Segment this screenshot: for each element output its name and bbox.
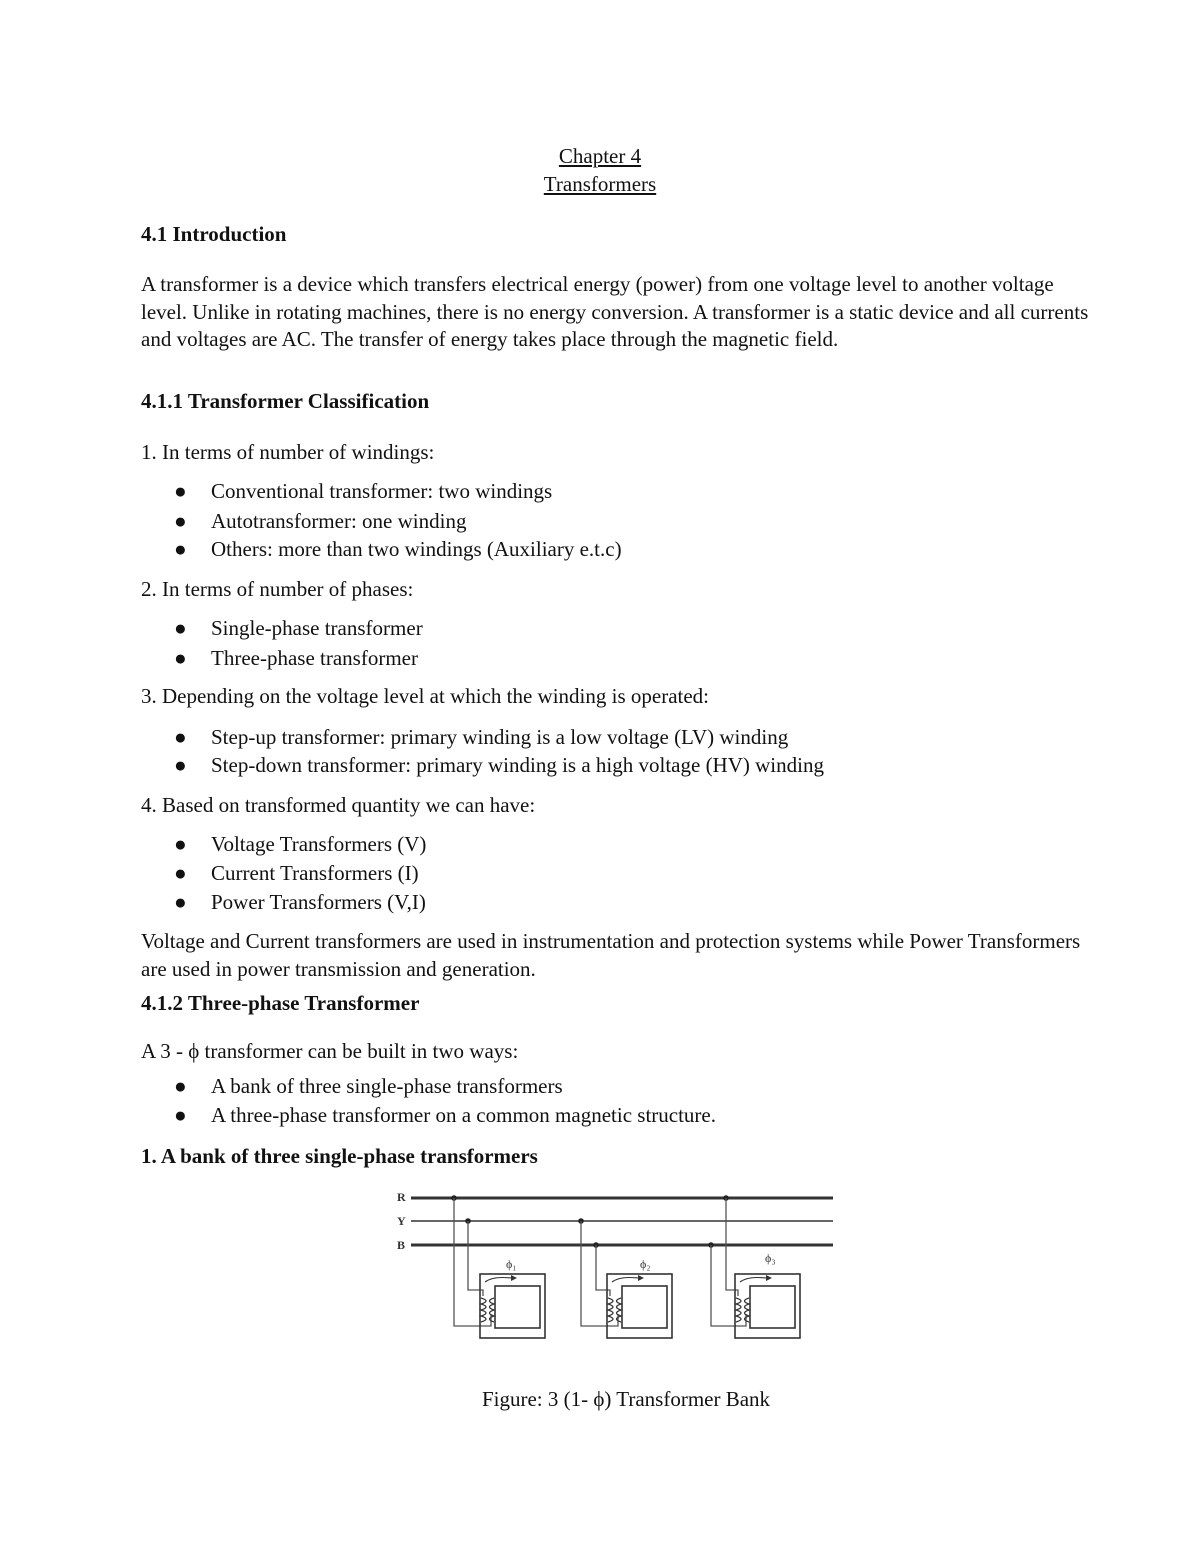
list-item: Conventional transformer: two windings: [211, 479, 553, 503]
bullet-icon: ●: [174, 1074, 187, 1098]
list-item: A bank of three single-phase transformers: [211, 1074, 563, 1098]
classification-group-label: 3. Depending on the voltage level at which the winding is operated:: [141, 684, 710, 708]
list-item: Others: more than two windings (Auxiliary e.t.c): [211, 537, 622, 561]
introduction-paragraph: A transformer is a device which transfers electrical energy (power) from one voltage level to another voltage level. Unlike in rotating machines, there is no energy conversion. A transformer is a static device and all currents and voltages are AC. The transfer of energy takes place through the magnetic field.: [141, 272, 1089, 351]
three-phase-intro: A 3 - ϕ transformer can be built in two ways:: [141, 1039, 519, 1063]
bullet-icon: ●: [174, 646, 187, 670]
figure-caption: Figure: 3 (1- ϕ) Transformer Bank: [481, 1387, 771, 1411]
classification-group-label: 1. In terms of number of windings:: [141, 440, 435, 464]
line-label-r: R: [397, 1190, 406, 1204]
bullet-icon: ●: [174, 861, 187, 885]
classification-group-label: 2. In terms of number of phases:: [141, 577, 414, 601]
list-item: Single-phase transformer: [211, 616, 423, 640]
flux-label-phi-2: ϕ₂: [640, 1257, 651, 1271]
bullet-icon: ●: [174, 753, 187, 777]
bullet-icon: ●: [174, 1103, 187, 1127]
line-label-y: Y: [397, 1214, 406, 1228]
chapter-number: Chapter 4: [558, 144, 642, 168]
section-heading-classification: 4.1.1 Transformer Classification: [141, 389, 430, 413]
transformer-unit-3: [711, 1198, 800, 1338]
list-item: Current Transformers (I): [211, 861, 419, 885]
list-item: Voltage Transformers (V): [211, 832, 427, 856]
list-item: Power Transformers (V,I): [211, 890, 426, 914]
list-item: Three-phase transformer: [211, 646, 418, 670]
list-item: A three-phase transformer on a common magnetic structure.: [211, 1103, 716, 1127]
list-item: Step-down transformer: primary winding is a high voltage (HV) winding: [211, 753, 824, 777]
bullet-icon: ●: [174, 509, 187, 533]
subheading-transformer-bank: 1. A bank of three single-phase transformers: [141, 1144, 538, 1168]
section-heading-introduction: 4.1 Introduction: [141, 222, 287, 246]
bullet-icon: ●: [174, 725, 187, 749]
bullet-icon: ●: [174, 479, 187, 503]
classification-summary: Voltage and Current transformers are used in instrumentation and protection systems while Power Transformers are used in power transmission and generation.: [141, 929, 1081, 981]
flux-label-phi-1: ϕ₁: [506, 1257, 517, 1271]
list-item: Step-up transformer: primary winding is a low voltage (LV) winding: [211, 725, 789, 749]
classification-group-label: 4. Based on transformed quantity we can have:: [141, 793, 536, 817]
transformer-unit-2: [581, 1221, 672, 1338]
bullet-icon: ●: [174, 890, 187, 914]
bullet-icon: ●: [174, 832, 187, 856]
transformer-bank-diagram: [393, 1186, 835, 1344]
chapter-title: Transformers: [543, 172, 657, 196]
section-heading-three-phase: 4.1.2 Three-phase Transformer: [141, 991, 420, 1015]
line-label-b: B: [397, 1238, 406, 1252]
list-item: Autotransformer: one winding: [211, 509, 467, 533]
flux-label-phi-3: ϕ₃: [765, 1251, 776, 1265]
bullet-icon: ●: [174, 537, 187, 561]
bullet-icon: ●: [174, 616, 187, 640]
